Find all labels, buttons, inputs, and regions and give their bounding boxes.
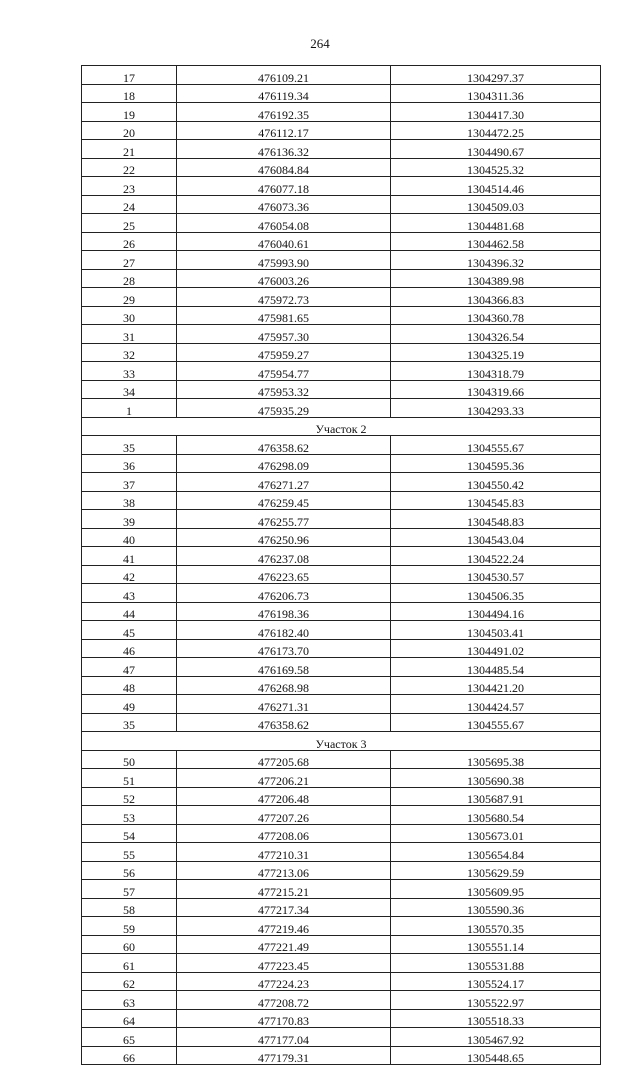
- y-coordinate-cell: 1304509.03: [391, 195, 601, 214]
- table-row: [82, 306, 601, 325]
- table-row: [82, 121, 601, 140]
- x-coordinate-cell: 476271.31: [177, 695, 391, 714]
- table-row: [82, 491, 601, 510]
- y-coordinate-cell: 1305518.33: [391, 1009, 601, 1028]
- page-number: 264: [310, 36, 330, 51]
- x-coordinate-cell: 476077.18: [177, 177, 391, 196]
- point-number-cell: 62: [82, 972, 177, 991]
- table-row: [82, 639, 601, 658]
- y-coordinate-cell: 1305680.54: [391, 806, 601, 825]
- point-number-cell: 46: [82, 639, 177, 658]
- point-number-cell: 50: [82, 750, 177, 769]
- section-title: Участок 2: [82, 417, 601, 436]
- x-coordinate-cell: 477208.72: [177, 991, 391, 1010]
- y-coordinate-cell: 1305690.38: [391, 769, 601, 788]
- x-coordinate-cell: 477221.49: [177, 935, 391, 954]
- y-coordinate-cell: 1304481.68: [391, 214, 601, 233]
- point-number-cell: 43: [82, 584, 177, 603]
- point-number-cell: 28: [82, 269, 177, 288]
- table-row: [82, 1028, 601, 1047]
- point-number-cell: 37: [82, 473, 177, 492]
- table-row: [82, 84, 601, 103]
- x-coordinate-cell: 476192.35: [177, 103, 391, 122]
- table-row: [82, 473, 601, 492]
- table-row: [82, 991, 601, 1010]
- y-coordinate-cell: 1305467.92: [391, 1028, 601, 1047]
- point-number-cell: 53: [82, 806, 177, 825]
- point-number-cell: 45: [82, 621, 177, 640]
- table-row: [82, 824, 601, 843]
- y-coordinate-cell: 1304525.32: [391, 158, 601, 177]
- table-row: [82, 861, 601, 880]
- table-row: [82, 380, 601, 399]
- x-coordinate-cell: 476259.45: [177, 491, 391, 510]
- y-coordinate-cell: 1305551.14: [391, 935, 601, 954]
- table-row: [82, 232, 601, 251]
- y-coordinate-cell: 1304522.24: [391, 547, 601, 566]
- y-coordinate-cell: 1304514.46: [391, 177, 601, 196]
- point-number-cell: 35: [82, 713, 177, 732]
- point-number-cell: 55: [82, 843, 177, 862]
- y-coordinate-cell: 1305609.95: [391, 880, 601, 899]
- x-coordinate-cell: 477208.06: [177, 824, 391, 843]
- y-coordinate-cell: 1304506.35: [391, 584, 601, 603]
- x-coordinate-cell: 477224.23: [177, 972, 391, 991]
- x-coordinate-cell: 476358.62: [177, 713, 391, 732]
- table-row: [82, 510, 601, 529]
- x-coordinate-cell: 475972.73: [177, 288, 391, 307]
- y-coordinate-cell: 1304417.30: [391, 103, 601, 122]
- x-coordinate-cell: 476084.84: [177, 158, 391, 177]
- point-number-cell: 42: [82, 565, 177, 584]
- x-coordinate-cell: 476173.70: [177, 639, 391, 658]
- point-number-cell: 49: [82, 695, 177, 714]
- table-row: [82, 251, 601, 270]
- y-coordinate-cell: 1305629.59: [391, 861, 601, 880]
- x-coordinate-cell: 477215.21: [177, 880, 391, 899]
- table-row: [82, 565, 601, 584]
- x-coordinate-cell: 477219.46: [177, 917, 391, 936]
- y-coordinate-cell: 1305522.97: [391, 991, 601, 1010]
- point-number-cell: 21: [82, 140, 177, 159]
- table-row: [82, 325, 601, 344]
- y-coordinate-cell: 1304311.36: [391, 84, 601, 103]
- point-number-cell: 57: [82, 880, 177, 899]
- point-number-cell: 31: [82, 325, 177, 344]
- y-coordinate-cell: 1305695.38: [391, 750, 601, 769]
- point-number-cell: 56: [82, 861, 177, 880]
- table-row: [82, 103, 601, 122]
- table-row: [82, 1009, 601, 1028]
- y-coordinate-cell: 1305654.84: [391, 843, 601, 862]
- table-row: [82, 158, 601, 177]
- y-coordinate-cell: 1304490.67: [391, 140, 601, 159]
- table-row: [82, 898, 601, 917]
- point-number-cell: 44: [82, 602, 177, 621]
- x-coordinate-cell: 476054.08: [177, 214, 391, 233]
- table-row: [82, 177, 601, 196]
- x-coordinate-cell: 477217.34: [177, 898, 391, 917]
- table-row: [82, 436, 601, 455]
- x-coordinate-cell: 477213.06: [177, 861, 391, 880]
- point-number-cell: 33: [82, 362, 177, 381]
- y-coordinate-cell: 1304360.78: [391, 306, 601, 325]
- y-coordinate-cell: 1304485.54: [391, 658, 601, 677]
- y-coordinate-cell: 1304550.42: [391, 473, 601, 492]
- y-coordinate-cell: 1305448.65: [391, 1046, 601, 1065]
- x-coordinate-cell: 476250.96: [177, 528, 391, 547]
- x-coordinate-cell: 477205.68: [177, 750, 391, 769]
- point-number-cell: 34: [82, 380, 177, 399]
- table-row: [82, 935, 601, 954]
- y-coordinate-cell: 1304503.41: [391, 621, 601, 640]
- y-coordinate-cell: 1304389.98: [391, 269, 601, 288]
- y-coordinate-cell: 1304543.04: [391, 528, 601, 547]
- y-coordinate-cell: 1304366.83: [391, 288, 601, 307]
- point-number-cell: 41: [82, 547, 177, 566]
- point-number-cell: 58: [82, 898, 177, 917]
- table-row: [82, 972, 601, 991]
- table-row: [82, 454, 601, 473]
- x-coordinate-cell: 476169.58: [177, 658, 391, 677]
- x-coordinate-cell: 476112.17: [177, 121, 391, 140]
- point-number-cell: 32: [82, 343, 177, 362]
- y-coordinate-cell: 1304421.20: [391, 676, 601, 695]
- x-coordinate-cell: 476073.36: [177, 195, 391, 214]
- x-coordinate-cell: 476136.32: [177, 140, 391, 159]
- x-coordinate-cell: 475981.65: [177, 306, 391, 325]
- point-number-cell: 23: [82, 177, 177, 196]
- x-coordinate-cell: 476358.62: [177, 436, 391, 455]
- y-coordinate-cell: 1305687.91: [391, 787, 601, 806]
- table-row: [82, 140, 601, 159]
- table-row: [82, 584, 601, 603]
- point-number-cell: 63: [82, 991, 177, 1010]
- table-row: [82, 658, 601, 677]
- y-coordinate-cell: 1304494.16: [391, 602, 601, 621]
- x-coordinate-cell: 476268.98: [177, 676, 391, 695]
- y-coordinate-cell: 1304462.58: [391, 232, 601, 251]
- y-coordinate-cell: 1304555.67: [391, 713, 601, 732]
- table-row: [82, 769, 601, 788]
- point-number-cell: 59: [82, 917, 177, 936]
- point-number-cell: 61: [82, 954, 177, 973]
- section-header-row: [82, 417, 601, 436]
- x-coordinate-cell: 475959.27: [177, 343, 391, 362]
- x-coordinate-cell: 476109.21: [177, 66, 391, 85]
- point-number-cell: 66: [82, 1046, 177, 1065]
- section-header-row: [82, 732, 601, 751]
- x-coordinate-cell: 476223.65: [177, 565, 391, 584]
- section-title: Участок 3: [82, 732, 601, 751]
- point-number-cell: 52: [82, 787, 177, 806]
- x-coordinate-cell: 477179.31: [177, 1046, 391, 1065]
- point-number-cell: 17: [82, 66, 177, 85]
- y-coordinate-cell: 1304530.57: [391, 565, 601, 584]
- x-coordinate-cell: 477223.45: [177, 954, 391, 973]
- y-coordinate-cell: 1305531.88: [391, 954, 601, 973]
- y-coordinate-cell: 1304545.83: [391, 491, 601, 510]
- y-coordinate-cell: 1304325.19: [391, 343, 601, 362]
- table-row: [82, 695, 601, 714]
- coordinates-table: [81, 65, 601, 1065]
- x-coordinate-cell: 477210.31: [177, 843, 391, 862]
- table-row: [82, 843, 601, 862]
- table-row: [82, 195, 601, 214]
- table-row: [82, 676, 601, 695]
- point-number-cell: 39: [82, 510, 177, 529]
- x-coordinate-cell: 476040.61: [177, 232, 391, 251]
- y-coordinate-cell: 1305570.35: [391, 917, 601, 936]
- table-row: [82, 343, 601, 362]
- point-number-cell: 36: [82, 454, 177, 473]
- x-coordinate-cell: 477206.21: [177, 769, 391, 788]
- table-row: [82, 214, 601, 233]
- table-row: [82, 954, 601, 973]
- y-coordinate-cell: 1304548.83: [391, 510, 601, 529]
- x-coordinate-cell: 477207.26: [177, 806, 391, 825]
- table-row: [82, 399, 601, 418]
- x-coordinate-cell: 477177.04: [177, 1028, 391, 1047]
- point-number-cell: 26: [82, 232, 177, 251]
- table-row: [82, 528, 601, 547]
- table-row: [82, 1046, 601, 1065]
- y-coordinate-cell: 1304595.36: [391, 454, 601, 473]
- y-coordinate-cell: 1304326.54: [391, 325, 601, 344]
- y-coordinate-cell: 1304297.37: [391, 66, 601, 85]
- table-row: [82, 269, 601, 288]
- point-number-cell: 19: [82, 103, 177, 122]
- x-coordinate-cell: 475953.32: [177, 380, 391, 399]
- point-number-cell: 20: [82, 121, 177, 140]
- y-coordinate-cell: 1304319.66: [391, 380, 601, 399]
- x-coordinate-cell: 476119.34: [177, 84, 391, 103]
- point-number-cell: 47: [82, 658, 177, 677]
- table-row: [82, 602, 601, 621]
- x-coordinate-cell: 476198.36: [177, 602, 391, 621]
- y-coordinate-cell: 1304424.57: [391, 695, 601, 714]
- x-coordinate-cell: 476206.73: [177, 584, 391, 603]
- point-number-cell: 29: [82, 288, 177, 307]
- point-number-cell: 1: [82, 399, 177, 418]
- y-coordinate-cell: 1304318.79: [391, 362, 601, 381]
- x-coordinate-cell: 477206.48: [177, 787, 391, 806]
- point-number-cell: 18: [82, 84, 177, 103]
- x-coordinate-cell: 475957.30: [177, 325, 391, 344]
- point-number-cell: 38: [82, 491, 177, 510]
- point-number-cell: 51: [82, 769, 177, 788]
- point-number-cell: 65: [82, 1028, 177, 1047]
- table-row: [82, 787, 601, 806]
- table-row: [82, 621, 601, 640]
- table-row: [82, 880, 601, 899]
- point-number-cell: 25: [82, 214, 177, 233]
- table-row: [82, 750, 601, 769]
- x-coordinate-cell: 476255.77: [177, 510, 391, 529]
- point-number-cell: 24: [82, 195, 177, 214]
- table-row: [82, 917, 601, 936]
- table-row: [82, 66, 601, 85]
- y-coordinate-cell: 1304555.67: [391, 436, 601, 455]
- y-coordinate-cell: 1305590.36: [391, 898, 601, 917]
- y-coordinate-cell: 1305524.17: [391, 972, 601, 991]
- point-number-cell: 22: [82, 158, 177, 177]
- point-number-cell: 48: [82, 676, 177, 695]
- table-row: [82, 362, 601, 381]
- x-coordinate-cell: 475935.29: [177, 399, 391, 418]
- table-row: [82, 713, 601, 732]
- table-row: [82, 547, 601, 566]
- point-number-cell: 27: [82, 251, 177, 270]
- point-number-cell: 60: [82, 935, 177, 954]
- y-coordinate-cell: 1304472.25: [391, 121, 601, 140]
- point-number-cell: 54: [82, 824, 177, 843]
- x-coordinate-cell: 476271.27: [177, 473, 391, 492]
- table-row: [82, 806, 601, 825]
- x-coordinate-cell: 476182.40: [177, 621, 391, 640]
- point-number-cell: 40: [82, 528, 177, 547]
- x-coordinate-cell: 475954.77: [177, 362, 391, 381]
- x-coordinate-cell: 476003.26: [177, 269, 391, 288]
- table-row: [82, 288, 601, 307]
- x-coordinate-cell: 477170.83: [177, 1009, 391, 1028]
- x-coordinate-cell: 476298.09: [177, 454, 391, 473]
- x-coordinate-cell: 475993.90: [177, 251, 391, 270]
- coordinates-table-body: [82, 66, 601, 1065]
- y-coordinate-cell: 1304396.32: [391, 251, 601, 270]
- y-coordinate-cell: 1304293.33: [391, 399, 601, 418]
- y-coordinate-cell: 1304491.02: [391, 639, 601, 658]
- y-coordinate-cell: 1305673.01: [391, 824, 601, 843]
- x-coordinate-cell: 476237.08: [177, 547, 391, 566]
- point-number-cell: 30: [82, 306, 177, 325]
- point-number-cell: 35: [82, 436, 177, 455]
- point-number-cell: 64: [82, 1009, 177, 1028]
